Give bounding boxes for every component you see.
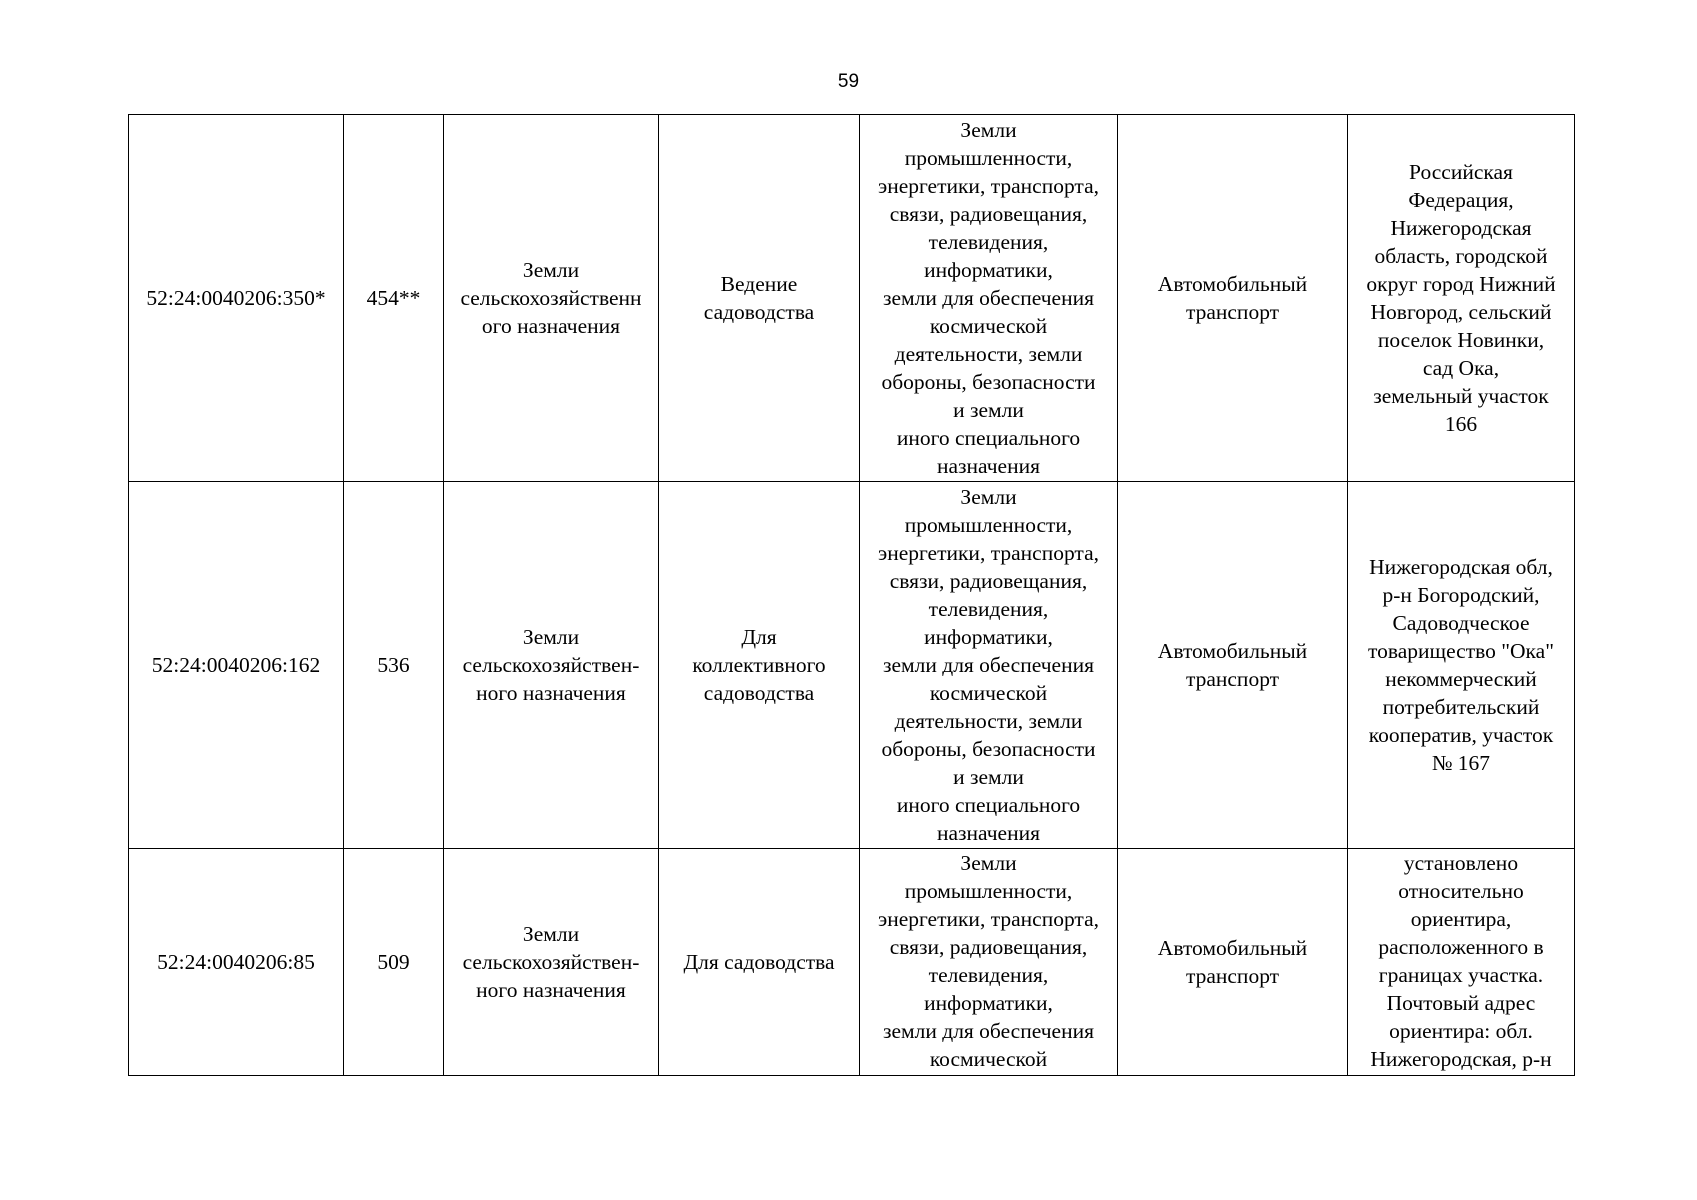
restricted-land-cell: Земли промышленности, энергетики, транспорта, связи, радиовещания, телевидения, информатики, земли для обеспечения космической xyxy=(860,849,1118,1076)
cadastral-number-cell: 52:24:0040206:350* xyxy=(129,115,344,482)
transport-cell: Автомобильный транспорт xyxy=(1118,482,1348,849)
address-cell: Нижегородская обл, р-н Богородский, Садоводческое товарищество "Ока" некоммерческий потребительский кооператив, участок № 167 xyxy=(1348,482,1575,849)
page-number: 59 xyxy=(837,71,860,92)
land-category-cell: Земли сельскохозяйствен- ного назначения xyxy=(444,482,659,849)
area-cell: 536 xyxy=(344,482,444,849)
transport-cell: Автомобильный транспорт xyxy=(1118,115,1348,482)
area-cell: 509 xyxy=(344,849,444,1076)
address-cell: установлено относительно ориентира, расположенного в границах участка. Почтовый адрес ориентира: обл. Нижегородская, р-н xyxy=(1348,849,1575,1076)
area-cell: 454** xyxy=(344,115,444,482)
permitted-use-cell: Для коллективного садоводства xyxy=(659,482,860,849)
restricted-land-cell: Земли промышленности, энергетики, транспорта, связи, радиовещания, телевидения, информатики, земли для обеспечения космической деятельности, земли обороны, безопасности и земли иного специального назначения xyxy=(860,482,1118,849)
cadastral-number-cell: 52:24:0040206:85 xyxy=(129,849,344,1076)
land-plots-table xyxy=(128,114,1575,1076)
cadastral-number-cell: 52:24:0040206:162 xyxy=(129,482,344,849)
table-row xyxy=(129,115,1575,482)
land-category-cell: Земли сельскохозяйственн ого назначения xyxy=(444,115,659,482)
table-row xyxy=(129,849,1575,1076)
permitted-use-cell: Ведение садоводства xyxy=(659,115,860,482)
permitted-use-cell: Для садоводства xyxy=(659,849,860,1076)
restricted-land-cell: Земли промышленности, энергетики, транспорта, связи, радиовещания, телевидения, информатики, земли для обеспечения космической деятельности, земли обороны, безопасности и земли иного специального назначения xyxy=(860,115,1118,482)
table-row xyxy=(129,482,1575,849)
transport-cell: Автомобильный транспорт xyxy=(1118,849,1348,1076)
land-category-cell: Земли сельскохозяйствен- ного назначения xyxy=(444,849,659,1076)
address-cell: Российская Федерация, Нижегородская область, городской округ город Нижний Новгород, сельский поселок Новинки, сад Ока, земельный участок 166 xyxy=(1348,115,1575,482)
